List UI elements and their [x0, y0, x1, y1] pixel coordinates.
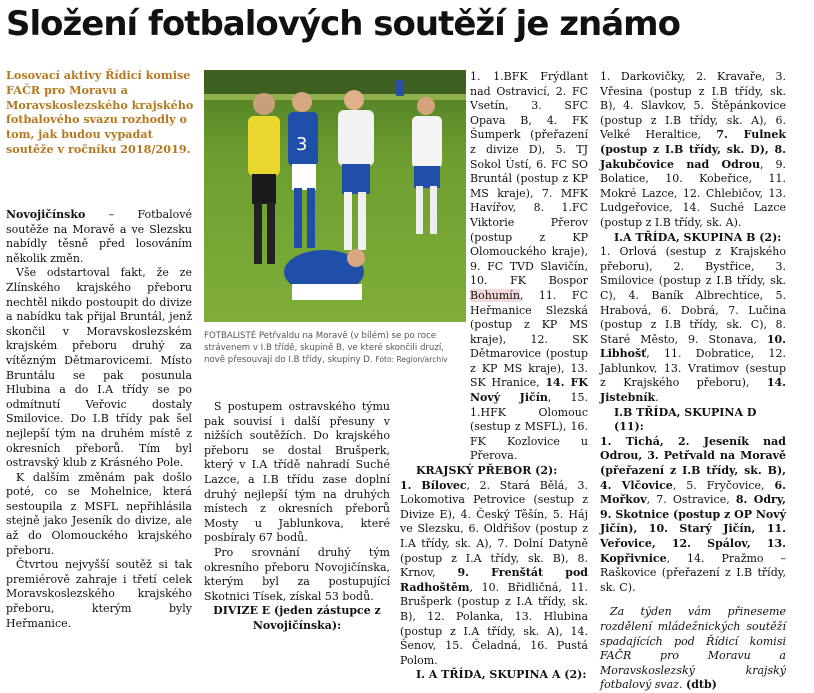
section-heading: DIVIZE E (jeden zástupce z Novojičínska): — [213, 604, 381, 632]
section-heading: I.A TŘÍDA, SKUPINA B (2): — [614, 230, 782, 244]
article-column-2 — [204, 400, 390, 634]
league-team-bold: 7. Fulnek (postup z I.B třídy, sk. D), 8. Jakubčovice nad Odrou — [600, 128, 786, 171]
league-list: , 10. Břidličná, 11. Brušperk (postup z I.A třídy, sk. B), 12. Polanka, 13. Hlubina (postup z I.A třídy, sk. A), 14. Šenov, 15. Čeladná, 16. Pustá Polom. — [400, 580, 588, 667]
article-column-4 — [600, 70, 786, 693]
league-list: 1. Darkovičky, 2. Kravaře, 3. Vřesina (postup z I.B třídy, sk. B), 4. Slavkov, 5. Štěpánkovice (postup z I.B třídy, sk. A), 6. Velké Heraltice, — [600, 70, 786, 142]
paragraph: Vše odstartoval fakt, že ze Zlínského krajského přeboru nechtěl nikdo postoupit do divize a nabídku tak přijal Bruntál, jenž skončil v Moravskoslezském krajském přeboru druhý za vítězným Dětmarovicemi. Místo Bruntálu se pak posunula Hlubina a do I.A třídy se po odmítnutí Veřovic dostaly Smilovice. Do I.B třídy pak šel nejlepší tým na druhém místě z okresních přeborů. Tím byl ostravský klub z Krásného Pole. — [6, 266, 192, 470]
league-list: , 7. Ostravice, — [646, 493, 736, 507]
article-column-3 — [400, 70, 588, 683]
paragraph: K dalším změnám pak došlo poté, co se Mohelnice, která sestoupila z MSFL nepřihlásila stejně jako Jeseník do divize, ale až do Olomouckého krajského přeboru. — [6, 470, 192, 557]
paragraph: – Fotbalové soutěže na Moravě a ve Slezsku nabídly těsně před losováním několik změn. — [6, 208, 192, 265]
location-tag: Novojičínsko — [6, 208, 86, 221]
league-list: , 14. Pražmo – Raškovice (přeřazení z I.B třídy, sk. C). — [600, 551, 786, 594]
league-team-bold: 1. Tichá, 2. Jeseník nad Odrou, 3. Petřvald na Moravě (přeřazení z I.B třídy, sk. B), 4. Vlčovice — [600, 434, 786, 492]
league-list: . — [655, 391, 659, 405]
section-heading: KRAJSKÝ PŘEBOR (2): — [416, 464, 558, 478]
closing-note: Za týden vám přineseme rozdělení mládežnických soutěží spadajících pod Řídicí komisi FAČR pro Moravu a Moravskoslezský krajský fotbalový svaz. — [600, 605, 786, 692]
caption-text: FOTBALISTÉ Petřvaldu na Moravě (v bílém) se po roce strávenem v I.B třídě, skupině B, ve které skončili druzí, nově přesouvají do I.B třídy, skupiny D. — [204, 331, 445, 365]
section-heading: I. A TŘÍDA, SKUPINA A (2): — [416, 668, 587, 682]
league-list: , 9. Bolatice, 10. Kobeřice, 11. Mokré Lazce, 12. Chlebičov, 13. Ludgeřovice, 14. Suché Lazce (postup z I.B třídy, sk. A). — [600, 157, 786, 229]
section-heading: I.B TŘÍDA, SKUPINA D (11): — [614, 405, 757, 434]
league-team-bold: 14. Jistebník — [600, 376, 786, 405]
league-list: , 2. Stará Bělá, 3. Lokomotiva Petrovice (sestup z Divize E), 4. Český Těšín, 5. Háj ve Slezsku, 6. Oldřišov (postup z I.A třídy, sk. A), 7. Dolní Datyně (postup z I.A třídy, sk. B), 8. Krnov, — [400, 478, 588, 580]
league-list: , 11. FC Heřmanice Slezská (postup z KP MS kraje), 12. SK Dětmarovice (postup z KP MS kraje), 13. SK Hranice, — [470, 288, 588, 390]
paragraph: Čtvrtou nejvyšší soutěž si tak premiérově zahraje i třetí celek Moravskoslezského krajského přeboru, kterým byly Heřmanice. — [6, 558, 192, 630]
league-list: 1. Orlová (sestup z Krajského přeboru), 2. Bystřice, 3. Smilovice (postup z I.B třídy, sk. C), 4. Baník Albrechtice, 5. Hrabová, 6. Dobrá, 7. Lučina (postup z I.B třídy, sk. C), 8. Staré Město, 9. Stonava, — [600, 245, 786, 346]
league-list: , 15. 1.HFK Olomouc (sestup z MSFL), 16. FK Kozlovice u Přerova. — [470, 391, 588, 463]
league-team-bold: 10. Libhošť — [600, 332, 786, 361]
league-team-bold: 1. Bílovec — [400, 478, 467, 492]
league-team-bold: 9. Frenštát pod Radhoštěm — [400, 566, 588, 594]
league-list: , 5. Fryčovice, — [672, 478, 775, 492]
league-team-bold: 14. FK Nový Jičín — [470, 376, 588, 405]
photo-credit: Foto: Region/archiv — [375, 355, 448, 364]
svg-text:3: 3 — [296, 134, 308, 155]
highlighted-team: Bohumín — [470, 288, 520, 302]
author-tag: (dtb) — [686, 678, 717, 692]
article-column-1 — [6, 208, 192, 631]
paragraph: Pro srovnání druhý tým okresního přeboru Novojičínska, kterým byl za postupující Skotnici Tísek, získal 53 bodů. — [204, 545, 390, 603]
lead-paragraph: Losovací aktivy Řídicí komise FAČR pro Moravu a Moravskoslezského krajského fotbalového svazu rozhodly o tom, jak budou vypadat soutěže v ročníku 2018/2019. — [6, 68, 194, 156]
paragraph: S postupem ostravského týmu pak souvisí i další přesuny v nižších soutěžích. Do krajského přeboru se dostal Brušperk, který v I.A třídě nahradí Suché Lazce, a I.B třídu zase doplní druhý nejlepší tým na druhých místech z okresních přeborů Mosty u Jablunkova, které posbíraly 67 bodů. — [204, 400, 390, 545]
league-list: 1. 1.BFK Frýdlant nad Ostravicí, 2. FC Vsetín, 3. SFC Opava B, 4. FK Šumperk (přeřazení z divize D), 5. TJ Sokol Ústí, 6. FC SO Bruntál (postup z KP MS kraje), 7. MFK Havířov, 8. 1.FC Viktorie Přerov (postup z KP Olomouckého kraje), 9. FC TVD Slavičín, 10. FK Bospor — [470, 70, 588, 288]
league-team-bold: 8. Odry, 9. Skotnice (postup z OP Nový Jičín), 10. Starý Jičín, 11. Veřovice, 12. Spálov, 13. Kopřivnice — [600, 493, 786, 565]
headline: Složení fotbalových soutěží je známo — [6, 4, 680, 44]
league-list: , 11. Dobratice, 12. Jablunkov, 13. Vratimov (sestup z Krajského přeboru), — [600, 347, 786, 390]
league-team-bold: 6. Mořkov — [600, 478, 786, 507]
